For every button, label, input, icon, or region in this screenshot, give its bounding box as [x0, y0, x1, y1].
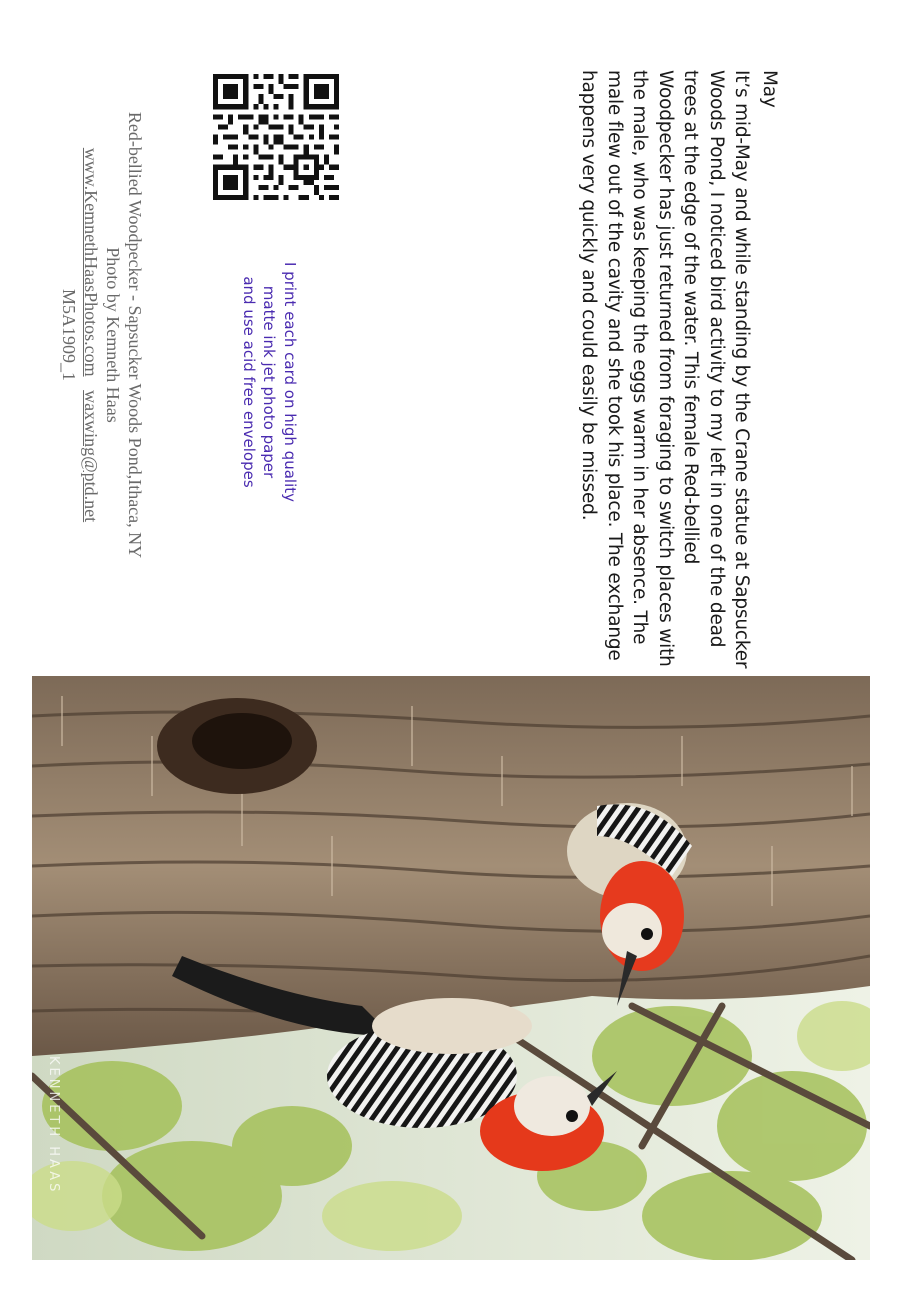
print-note-line-1: I print each card on high quality: [281, 261, 299, 502]
qr-code-icon[interactable]: [213, 74, 339, 200]
print-note-line-2: matte ink jet photo paper: [260, 285, 279, 479]
story-body: It’s mid-May and while standing by the Crane statue at Sapsucker Woods Pond, I noticed bird activity to my left in one of the dead trees at the edge of the water. This female Red-bellied Woodpecker has just returned from foraging to switch places with the male, who was keeping the eggs warm in her absence. The male flew out of the cavity and she took his place. The exchange happens very quickly and could easily be missed.: [578, 70, 753, 669]
photo-caption: [58, 55, 146, 615]
caption-code: M5A1909_1: [59, 288, 79, 381]
print-note: [239, 232, 301, 532]
story-month: May: [759, 70, 780, 108]
caption-title: Red-bellied Woodpecker - Sapsucker Woods Pond,Ithaca, NY: [125, 111, 145, 559]
website-link[interactable]: www.KemnethHaasPhotos.com: [81, 147, 101, 377]
story-text: [576, 70, 782, 670]
email-link[interactable]: waxwing@ptd.net: [81, 390, 101, 523]
caption-credit: Photo by Kemneth Haas: [103, 247, 123, 423]
print-note-line-3: and use acid free envelopes: [240, 276, 258, 488]
woodpecker-photo: [32, 676, 870, 1260]
watermark: KENNETH HAAS: [46, 1056, 61, 1195]
caption-contacts: [80, 55, 102, 615]
